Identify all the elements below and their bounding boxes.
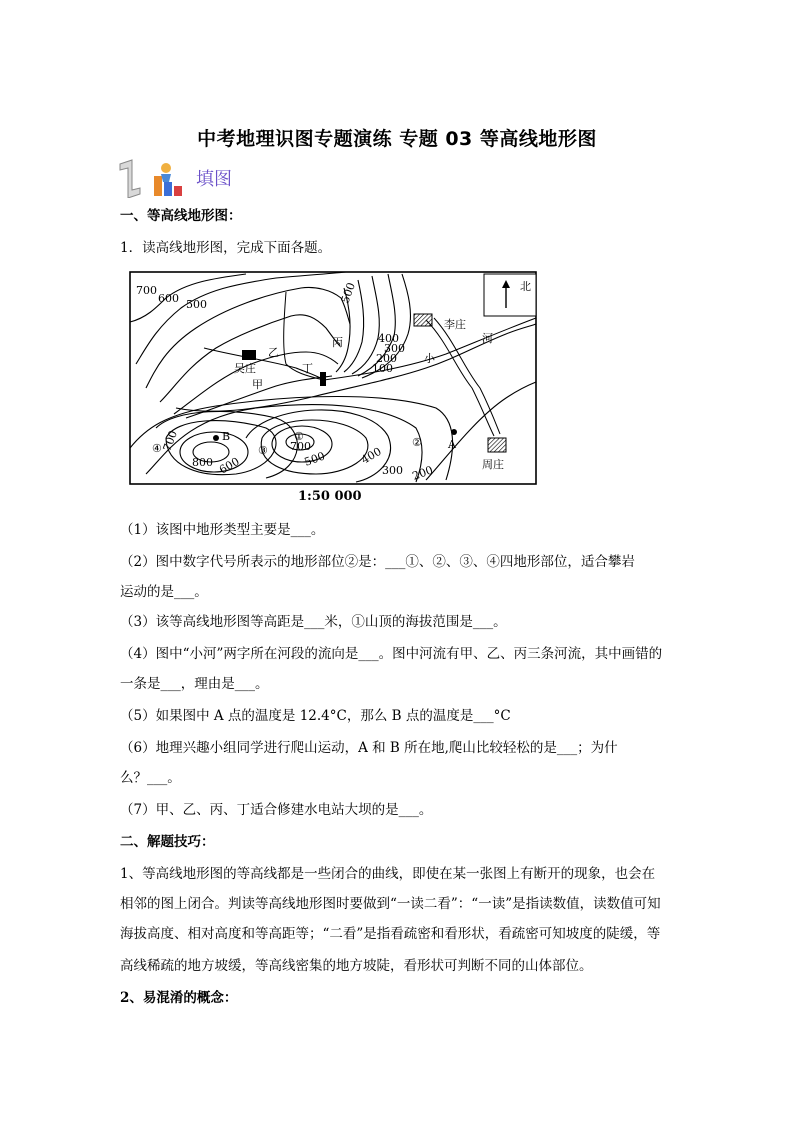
subquestion-2: （2）图中数字代号所表示的地形部位②是：___①、②、③、④四地形部位，适合攀岩 <box>120 554 635 570</box>
subquestion-3: （3）该等高线地形图等高距是___米，①山顶的海拔范围是___。 <box>120 614 507 630</box>
tip-line: 相邻的图上闭合。判读等高线地形图时要做到“一读二看”：“一读”是指读数值，读数值可知 <box>120 896 661 912</box>
contour-label: 800 <box>192 456 213 469</box>
subheading: 2、易混淆的概念： <box>120 990 238 1006</box>
contour-label: 600 <box>158 292 179 305</box>
river-label-xiao: 小 <box>424 352 435 365</box>
contour-label: 100 <box>372 362 393 375</box>
contour-label: 600 <box>217 454 242 477</box>
contour-label: 700 <box>290 440 311 453</box>
river-label-he: 河 <box>482 332 493 345</box>
section-banner <box>118 158 232 198</box>
place-label-wu: 吴庄 <box>234 362 256 375</box>
subquestion-1: （1）该图中地形类型主要是___。 <box>120 522 325 538</box>
question-stem: 1．读高线地形图，完成下面各题。 <box>120 240 332 256</box>
contour-label: 400 <box>359 444 384 467</box>
dam-label-ding: 丁 <box>302 362 313 375</box>
subquestion-4-cont: 一条是___，理由是___。 <box>120 676 269 692</box>
contour-label: 300 <box>384 342 405 355</box>
contour-label: 200 <box>376 352 397 365</box>
contour-map <box>126 268 540 508</box>
subquestion-4: （4）图中“小河”两字所在河段的流向是___。图中河流有甲、乙、丙三条河流，其中画错的 <box>120 646 663 662</box>
tip-line: 海拔高度、相对高度和等高距等；“二看”是指看疏密和看形状，看疏密可知坡度的陡缓，等 <box>120 926 661 942</box>
region-label-4: ④ <box>152 442 162 455</box>
river-label-bing: 丙 <box>332 336 343 349</box>
region-label-2: ② <box>412 436 422 449</box>
north-label: 北 <box>520 280 531 293</box>
section-heading: 一、等高线地形图： <box>120 208 242 224</box>
place-label-zhou: 周庄 <box>482 458 504 471</box>
page-title: 中考地理识图专题演练 专题 03 等高线地形图 <box>197 128 597 150</box>
subquestion-5: （5）如果图中 A 点的温度是 12.4°C，那么 B 点的温度是___°C <box>120 708 511 724</box>
map-scale: 1:50 000 <box>298 489 362 504</box>
subquestion-6-cont: 么？___。 <box>120 770 181 786</box>
region-label-3: ③ <box>258 444 268 457</box>
contour-label: 400 <box>378 332 399 345</box>
tip-line: 高线稀疏的地方坡缓，等高线密集的地方坡陡，看形状可判断不同的山体部位。 <box>120 958 593 974</box>
contour-label: 700 <box>160 428 181 454</box>
subquestion-7: （7）甲、乙、丙、丁适合修建水电站大坝的是___。 <box>120 802 433 818</box>
contour-label: 200 <box>410 463 435 483</box>
banner-label: 填图 <box>196 169 232 190</box>
region-label-1: ① <box>294 430 304 443</box>
study-icon <box>118 158 190 198</box>
subquestion-6: （6）地理兴趣小组同学进行爬山运动，A 和 B 所在地,爬山比较轻松的是___；为什 <box>120 740 618 756</box>
contour-label: 500 <box>302 449 327 469</box>
contour-label: 500 <box>186 298 207 311</box>
point-label-a: A <box>448 438 456 451</box>
river-label-yi: 乙 <box>268 346 279 359</box>
subquestion-2-cont: 运动的是___。 <box>120 584 208 600</box>
contour-label: 300 <box>382 464 403 477</box>
tip-line: 1、等高线地形图的等高线都是一些闭合的曲线，即使在某一张图上有断开的现象，也会在 <box>120 866 656 882</box>
section-heading: 二、解题技巧： <box>120 834 215 850</box>
contour-label: 700 <box>136 284 157 297</box>
point-label-b: B <box>222 430 231 443</box>
river-label-jia: 甲 <box>252 378 263 391</box>
contour-label: 500 <box>338 280 359 306</box>
place-label-li: 李庄 <box>444 318 466 331</box>
